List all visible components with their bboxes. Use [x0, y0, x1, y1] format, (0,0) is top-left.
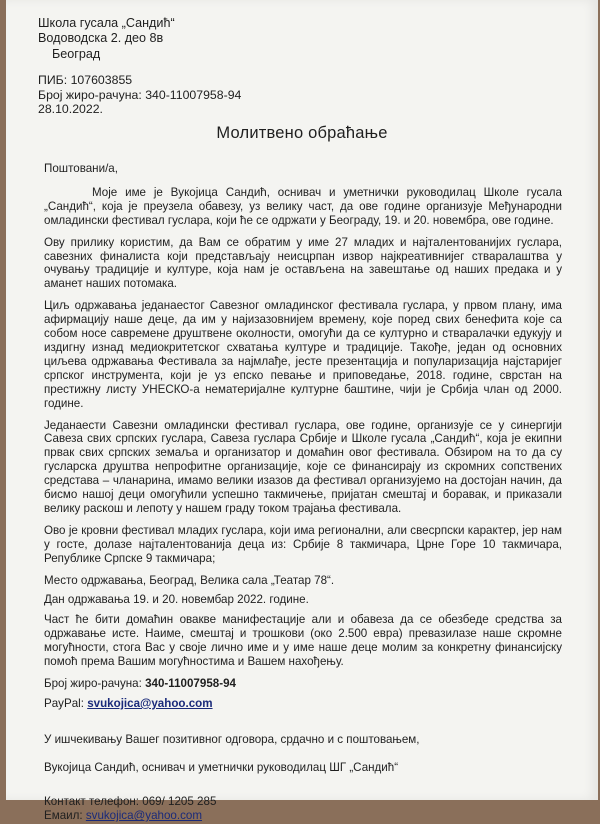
- contact-email-link[interactable]: svukojica@yahoo.com: [85, 809, 203, 823]
- paypal-line: [44, 697, 562, 711]
- account-number-header: Број жиро-рачуна: 340-11007958-94: [38, 87, 242, 102]
- event-place: Место одржавања, Београд, Велика сала „Театар 78“.: [44, 573, 335, 587]
- signature-line: Вукојица Сандић, оснивач и уметнички руководилац ШГ „Сандић“: [44, 760, 399, 774]
- letter-body: [44, 150, 562, 824]
- letter-title: Молитвено обраћање: [216, 124, 388, 142]
- event-days: Дан одржавања 19. и 20. новембар 2022. године.: [44, 593, 309, 607]
- account-line: [44, 677, 562, 691]
- sender-meta: [38, 73, 241, 117]
- paypal-email-link[interactable]: svukojica@yahoo.com: [87, 696, 213, 710]
- sender-name: Школа гусала „Сандић“: [38, 16, 175, 30]
- salutation: Поштовани/а,: [44, 162, 118, 175]
- contact-email-label: Емаил:: [44, 809, 86, 823]
- letter-page: [6, 0, 598, 823]
- account-label: Број жиро-рачуна:: [44, 677, 146, 690]
- pib-number: ПИБ: 107603855: [38, 73, 133, 87]
- sender-city: Београд: [52, 46, 101, 61]
- contact-phone: Контакт телефон: 069/ 1205 285: [44, 794, 217, 808]
- letter-date: 28.10.2022.: [38, 102, 103, 117]
- contact-email-line: [44, 809, 562, 824]
- paragraph-request: Част ће бити домаћин овакве манифестације али и обавеза да се обезбеде средства за одржавање исте. Наиме, смештај и трошкови (око 2.500 евра) превазилазе наше скромне могућности, стога Вас у своје лично име и у име наше деце молим за конкретну финансијску помоћ према Вашим могућностима и Вашем нахођењу.: [44, 613, 562, 669]
- paragraph-goal: Циљ одржавања једанаестог Савезног омладинског фестивала гуслара, у првом плану, има афирмацију наше деце, да им у најизазовнијем времену, које поред свих бенефита које са собом носе савремене друштвене околности, омогући да се културно и стваралачки едукују и издигну изнад медиокритетског схватања културе и традиције. Такође, један од основних циљева одржавања Фестивала за најмлађе, јесте презентација и популаризација најстаријег српског инструмента, који је уз епско певање и приповедање, 2018. године, сврстан на престижну листу УНЕСКО-а нематеријалне културне баштине, чији је Србија члан од 2000. године.: [44, 299, 562, 410]
- paragraph-intro: Моје име је Вукојица Сандић, оснивач и уметнички руководилац Школе гусала „Сандић“, која је преузела обавезу, уз велику част, да ове године организује Међународни омладински фестивал гуслара, који ће се одржати у Београду, 19. и 20. новембра, ове године.: [44, 185, 562, 227]
- sender-address: [38, 16, 175, 62]
- sender-street: Водоводска 2. део 8в: [38, 31, 164, 46]
- paypal-label: PayPal:: [44, 696, 88, 710]
- paragraph-organization: Једанаести Савезни омладински фестивал гуслара, ове године, организује се у синергији Савеза свих српских гуслара, Савеза гуслара Србије и Школе гусала „Сандић“, која је екипни првак свих српских земаља и организатор и домаћин овог фестивала. Обзиром на то да су гусларска друштва непрофитне организације, које се финансирају из скромних сопствених средстава – чланарина, имамо велики изазов да фестивал организујемо на достојан начин, да бисмо нашој деци омогућили успешно такмичење, пријатан смештај и боравак, и приказали велику раскош и лепоту у нашем граду током трајања фестивала.: [44, 418, 562, 515]
- paragraph-participants: Ово је кровни фестивал младих гуслара, који има регионални, али свесрпски карактер, јер нам у госте, долазе најталентованија деца из: Србије 8 такмичара, Црне Горе 10 такмичара, Републике Српске 9 такмичара;: [44, 523, 562, 565]
- account-number: 340-11007958-94: [145, 677, 236, 690]
- paragraph-finalists: Ову прилику користим, да Вам се обратим у име 27 младих и најталентованијих гуслара, савезних финалиста који представљају неисцрпан извор најкреативнијег стваралаштва у очувању традиције и културе, која нам је остављена на завештање од наших предака и у аманет наших потомака.: [44, 235, 562, 291]
- closing-line: У ишчекивању Вашег позитивног одговора, срдачно и с поштовањем,: [44, 732, 420, 746]
- contact-info: [44, 795, 562, 824]
